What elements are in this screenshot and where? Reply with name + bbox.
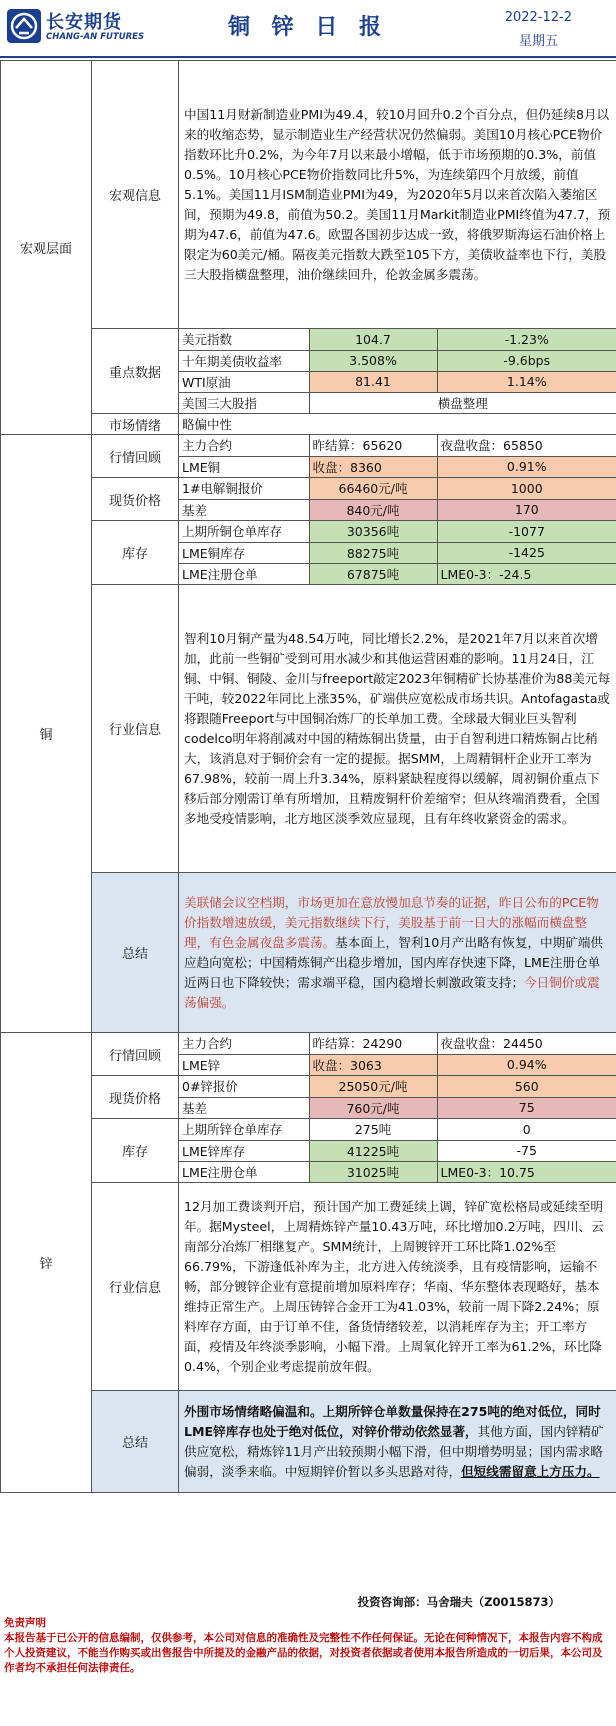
macro-key-table xyxy=(179,329,616,413)
macro-info-label: 宏观信息 xyxy=(92,61,179,329)
cell: LME0-3：-24.5 xyxy=(437,563,616,584)
report-weekday: 星期五 xyxy=(518,34,558,49)
cell: 基差 xyxy=(179,499,309,520)
table-row xyxy=(179,1097,616,1118)
cell: 收盘：3063 xyxy=(309,1054,437,1075)
table-row xyxy=(179,392,616,413)
cell: 昨结算：24290 xyxy=(309,1033,437,1054)
cell: 0 xyxy=(437,1119,616,1140)
report-header xyxy=(0,0,616,58)
copper-summary-row xyxy=(1,873,616,1033)
cell: 30356吨 xyxy=(309,521,437,542)
copper-spot-table xyxy=(179,478,616,520)
cell: 昨结算：65620 xyxy=(309,435,437,456)
cell: 75 xyxy=(437,1097,616,1118)
cell: LME锌库存 xyxy=(179,1140,309,1161)
copper-inv-table xyxy=(179,521,616,584)
zinc-inv-table xyxy=(179,1119,616,1182)
cell: 1#电解铜报价 xyxy=(179,478,309,499)
logo-english-name: CHANG-AN FUTURES xyxy=(46,32,145,42)
table-row xyxy=(179,1076,616,1097)
table-row xyxy=(179,1054,616,1075)
key-change: -9.6bps xyxy=(437,350,616,371)
sentiment-label: 市场情绪 xyxy=(92,414,179,435)
table-row xyxy=(179,1161,616,1182)
key-name: WTI原油 xyxy=(179,371,309,392)
summary-red-text: 美联储会议空档期，市场更加在意放慢加息节奏的证据，昨日公布的PCE物价指数增速放缓，美元指数继续下行，美股基于前一日大的涨幅而横盘整理，有色金属夜盘多震荡。 xyxy=(184,894,599,950)
table-row xyxy=(179,350,616,371)
copper-spot-label: 现货价格 xyxy=(92,478,179,521)
zinc-spot-table xyxy=(179,1076,616,1118)
copper-summary-text xyxy=(179,873,616,1033)
table-row xyxy=(179,371,616,392)
cell: 275吨 xyxy=(309,1119,437,1140)
summary-body-text: 其他方面，国内锌精矿供应宽松，精炼锌11月产出较预期小幅下滑，但中期增势明显；国内需求略偏弱，淡季来临。中短期锌价暂以多头思路对待， xyxy=(184,1423,604,1479)
cell: 41225吨 xyxy=(309,1140,437,1161)
zinc-industry-row xyxy=(1,1183,616,1391)
zinc-inv-cell xyxy=(179,1119,616,1183)
zinc-industry-label: 行业信息 xyxy=(92,1183,179,1391)
cell: 0.94% xyxy=(437,1054,616,1075)
key-name: 美元指数 xyxy=(179,329,309,350)
cell: 主力合约 xyxy=(179,435,309,456)
cell: LME铜 xyxy=(179,456,309,477)
cell: 0.91% xyxy=(437,456,616,477)
zinc-review-row xyxy=(1,1033,616,1076)
macro-key-cell xyxy=(179,329,616,414)
cell: 主力合约 xyxy=(179,1033,309,1054)
cell: 上期所铜仓单库存 xyxy=(179,521,309,542)
table-row xyxy=(179,329,616,350)
macro-key-label: 重点数据 xyxy=(92,329,179,414)
table-row xyxy=(179,478,616,499)
zinc-industry-text: 12月加工费谈判开启，预计国产加工费延续上调，锌矿宽松格局或延续至明年。据Mysteel，上周精炼锌产量10.43万吨，环比增加0.2万吨，四川、云南部分冶炼厂相继复产。SMM统计，上周镀锌开工环比降1.02%至66.79%，下游逢低补库为主，北方进入传统淡季，且有疫情影响，运输不畅，部分镀锌企业有意提前增加原料库存；华南、华东整体表现略好，基本维持正常生产。上周压铸锌合金开工为41.03%，较前一周下降2.24%；原料库存方面，由于订单不佳，备货情绪较差，以消耗库存为主；开工率方面，疫情及年终淡季影响，小幅下滑。上周氧化锌开工率为61.2%，环比降0.4%，个别企业考虑提前放年假。 xyxy=(179,1183,616,1391)
zinc-review-label: 行情回顾 xyxy=(92,1033,179,1076)
copper-industry-text: 智利10月铜产量为48.54万吨，同比增长2.2%，是2021年7月以来首次增加，此前一些铜矿受到可用水减少和其他运营困难的影响。11月24日，江铜、中铜、铜陵、金川与freeport敲定2023年铜精矿长协基准价为88美元每干吨，较2022年同比上涨35%，矿端供应宽松成市场共识。Antofagasta或将跟随Freeport与中国铜冶炼厂的长单加工费。全球最大铜业巨头智利codelco明年将削减对中国的精炼铜出货量，由于自智利进口精炼铜占比稍大，该消息对于铜价会有一定的提振。据SMM，上周精铜杆企业开工率为67.98%，较前一周上升3.34%，原料紧缺程度得以缓解，周初铜价重点下移后部分刚需订单有所增加，且精废铜杆价差缩窄；但从终端消费看，全国多地受疫情影响，北方地区淡季效应显现，且有年终收紧资金的需求。 xyxy=(179,585,616,873)
copper-industry-label: 行业信息 xyxy=(92,585,179,873)
section-macro: 宏观层面 xyxy=(1,61,92,435)
report-date: 2022-12-2 xyxy=(504,10,572,25)
cell: 66460元/吨 xyxy=(309,478,437,499)
table-row xyxy=(179,542,616,563)
macro-info-row xyxy=(1,61,616,329)
key-change: -1.23% xyxy=(437,329,616,350)
table-row xyxy=(179,521,616,542)
summary-conclusion-text: 但短线需留意上方压力。 xyxy=(461,1463,600,1479)
table-row xyxy=(179,499,616,520)
table-row xyxy=(179,1140,616,1161)
zinc-spot-label: 现货价格 xyxy=(92,1076,179,1119)
cell: 夜盘收盘：65850 xyxy=(437,435,616,456)
zinc-inv-row xyxy=(1,1119,616,1183)
copper-review-cell xyxy=(179,435,616,478)
cell: -1077 xyxy=(437,521,616,542)
cell: 0#锌报价 xyxy=(179,1076,309,1097)
report-title: 铜 锌 日 报 xyxy=(228,15,388,40)
table-row xyxy=(179,1119,616,1140)
cell: 收盘：8360 xyxy=(309,456,437,477)
copper-review-label: 行情回顾 xyxy=(92,435,179,478)
macro-key-row xyxy=(1,329,616,414)
zinc-review-table xyxy=(179,1033,616,1075)
cell: 170 xyxy=(437,499,616,520)
macro-sentiment-row xyxy=(1,414,616,435)
cell: 67875吨 xyxy=(309,563,437,584)
cell: 上期所锌仓单库存 xyxy=(179,1119,309,1140)
zinc-summary-label: 总结 xyxy=(92,1391,179,1493)
copper-inv-row xyxy=(1,521,616,585)
table-row xyxy=(179,456,616,477)
disclaimer xyxy=(4,1616,612,1676)
cell: -75 xyxy=(437,1140,616,1161)
summary-body-text: 基本面上，智利10月产出略有恢复，中期矿端供应趋向宽松；中国精炼铜产出稳步增加，国内库存快速下降，LME注册仓单近两日也下降较快；需求端平稳，国内稳增长刺激政策支持； xyxy=(184,934,604,990)
zinc-inv-label: 库存 xyxy=(92,1119,179,1183)
zinc-spot-row xyxy=(1,1076,616,1119)
table-row xyxy=(179,1033,616,1054)
cell: LME锌 xyxy=(179,1054,309,1075)
cell: -1425 xyxy=(437,542,616,563)
copper-spot-cell xyxy=(179,478,616,521)
copper-industry-row xyxy=(1,585,616,873)
table-row xyxy=(179,435,616,456)
macro-info-text: 中国11月财新制造业PMI为49.4，较10月回升0.2个百分点，但仍延续8月以来的收缩态势，显示制造业生产经营状况仍然偏弱。美国10月核心PCE物价指数环比升0.2%，为今年7月以来最小增幅，低于市场预期的0.3%，前值0.5%。10月核心PCE物价指数同比升5%，为连续第四个月放缓，前值5.1%。美国11月ISM制造业PMI为49，为2020年5月以来首次陷入萎缩区间，预期为49.8，前值为50.2。美国11月Markit制造业PMI终值为47.7，预期为47.6，前值为47.6。欧盟各国初步达成一致，将俄罗斯海运石油价格上限定为60美元/桶。隔夜美元指数大跌至105下方，美债收益率也下行，美股三大股指横盘整理，油价继续回升，伦敦金属多震荡。 xyxy=(179,61,616,329)
cell: 840元/吨 xyxy=(309,499,437,520)
disclaimer-text: 本报告基于已公开的信息编制，仅供参考，本公司对信息的准确性及完整性不作任何保证。无论在何种情况下，本报告内容不构成个人投资建议，不能当作购买或出售报告中所提及的金融产品的依据，对投资者依据或者使用本报告所造成的一切后果，本公司及作者均不承担任何法律责任。 xyxy=(4,1632,603,1674)
table-row xyxy=(179,563,616,584)
cell: 夜盘收盘：24450 xyxy=(437,1033,616,1054)
key-value: 81.41 xyxy=(309,371,437,392)
cell: 25050元/吨 xyxy=(309,1076,437,1097)
report-table xyxy=(0,60,616,1493)
key-merged: 横盘整理 xyxy=(309,392,616,413)
cell: 基差 xyxy=(179,1097,309,1118)
logo-chinese-name: 长安期货 xyxy=(46,12,122,33)
copper-review-table xyxy=(179,435,616,477)
section-copper: 铜 xyxy=(1,435,92,1033)
copper-inv-cell xyxy=(179,521,616,585)
copper-summary-label: 总结 xyxy=(92,873,179,1033)
zinc-spot-cell xyxy=(179,1076,616,1119)
summary-conclusion-text: 今日铜价或震荡偏强。 xyxy=(184,974,600,1010)
cell: 560 xyxy=(437,1076,616,1097)
key-name: 美国三大股指 xyxy=(179,392,309,413)
sentiment-value: 略偏中性 xyxy=(179,414,616,435)
section-zinc: 锌 xyxy=(1,1033,92,1493)
key-name: 十年期美债收益率 xyxy=(179,350,309,371)
author-credit: 投资咨询部：马舍瑞夫（Z0015873） xyxy=(357,1595,560,1609)
cell: 31025吨 xyxy=(309,1161,437,1182)
zinc-summary-row xyxy=(1,1391,616,1493)
cell: 88275吨 xyxy=(309,542,437,563)
cell: 1000 xyxy=(437,478,616,499)
cell: LME注册仓单 xyxy=(179,563,309,584)
key-value: 104.7 xyxy=(309,329,437,350)
cell: LME注册仓单 xyxy=(179,1161,309,1182)
summary-bold-text: 外围市场情绪略偏温和。上期所锌仓单数量保持在275吨的绝对低位，同时LME锌库存也处于绝对低位，对锌价带动依然显著， xyxy=(184,1403,601,1439)
cell: LME0-3：10.75 xyxy=(437,1161,616,1182)
disclaimer-title: 免责声明 xyxy=(4,1617,46,1629)
cell: 760元/吨 xyxy=(309,1097,437,1118)
copper-review-row xyxy=(1,435,616,478)
cell: LME铜库存 xyxy=(179,542,309,563)
copper-inv-label: 库存 xyxy=(92,521,179,585)
zinc-review-cell xyxy=(179,1033,616,1076)
key-change: 1.14% xyxy=(437,371,616,392)
copper-spot-row xyxy=(1,478,616,521)
key-value: 3.508% xyxy=(309,350,437,371)
zinc-summary-text xyxy=(179,1391,616,1493)
